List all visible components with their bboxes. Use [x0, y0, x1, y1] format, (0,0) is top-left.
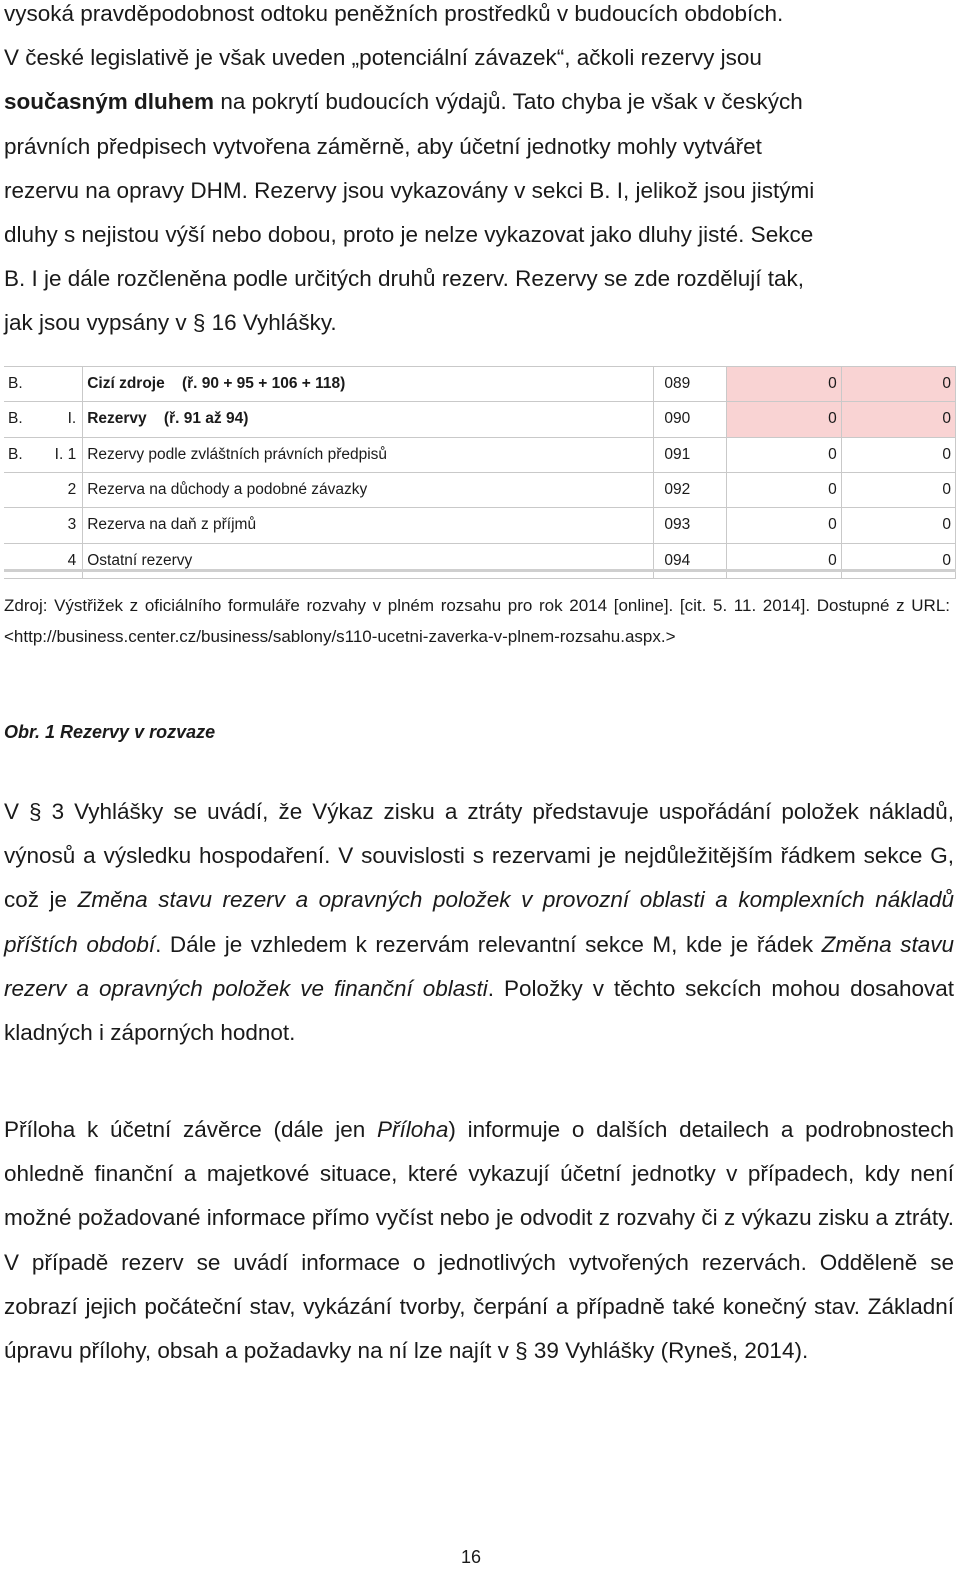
italic-phrase: Příloha [377, 1117, 449, 1142]
row-title: Cizí zdroje [87, 375, 165, 393]
text-run: V § 3 Vyhlášky se uvádí, že Výkaz zisku a ztráty představuje uspořádání položek nákladů, výnosů a výsledku hospodaření. V souvislosti s rezervami je nejdůležitějším řádkem sekce G, což je [4, 799, 954, 913]
text-line: B. I je dále rozčleněna podle určitých druhů rezerv. Rezervy se zde rozdělují tak, [4, 266, 804, 292]
text-line: vysoká pravděpodobnost odtoku peněžních prostředků v budoucích obdobích. [4, 1, 784, 26]
italic-phrase: Změna stavu rezerv a opravných položek v provozní oblasti a komplexních nákladů příštích období [4, 887, 955, 957]
row-value-1: 0 [727, 402, 841, 437]
row-label: Rezerva na důchody a podobné závazky [83, 472, 654, 507]
text-line: na pokrytí budoucích výdajů. Tato chyba je však v českých [214, 89, 803, 115]
figure-source: Zdroj: Výstřižek z oficiálního formuláře rozvahy v plném rozsahu pro rok 2014 [online]. [cit. 5. 11. 2014]. Dostupné z URL: <http://business.center.cz/business/sablony/s110-ucetni-zaverka-v-plnem-rozsahu.aspx.> [4, 596, 950, 646]
text-line: jak jsou vypsány v § 16 Vyhlášky. [4, 310, 337, 336]
row-subsection: I. 1 [41, 437, 83, 472]
row-value-2: 0 [841, 367, 955, 402]
row-section [4, 543, 41, 578]
text-line: V české legislativě je však uveden „potenciální závazek“, ačkoli rezervy jsou [4, 45, 762, 71]
row-code: 089 [654, 367, 727, 402]
row-value-1: 0 [727, 437, 841, 472]
row-label: Rezervy podle zvláštních právních předpisů [83, 437, 654, 472]
row-section: B. [4, 437, 41, 472]
row-code: 092 [654, 472, 727, 507]
row-value-1: 0 [727, 508, 841, 543]
row-subsection [41, 367, 83, 402]
row-title: Rezervy [87, 410, 147, 428]
row-section: B. [4, 402, 41, 437]
row-section: B. [4, 367, 41, 402]
row-label: Rezerva na daň z příjmů [83, 508, 654, 543]
row-section [4, 472, 41, 507]
row-formula: (ř. 91 až 94) [163, 410, 249, 428]
paragraph-reserves-intro [4, 0, 954, 346]
row-value-2: 0 [841, 543, 955, 578]
table-row [4, 367, 956, 402]
balance-sheet-excerpt-table [4, 366, 956, 579]
table-bottom-border [4, 569, 956, 572]
row-code: 090 [654, 402, 727, 437]
row-code: 093 [654, 508, 727, 543]
row-value-1: 0 [727, 367, 841, 402]
row-code: 094 [654, 543, 727, 578]
row-label [83, 367, 654, 402]
text-line: dluhy s nejistou výší nebo dobou, proto je nelze vykazovat jako dluhy jisté. Sekce [4, 222, 814, 248]
text-run: . Dále je vzhledem k rezervám relevantní sekce M, kde je řádek [155, 931, 822, 957]
row-subsection: 4 [41, 543, 83, 578]
row-subsection: 3 [41, 508, 83, 543]
text-line: právních předpisech vytvořena záměrně, aby účetní jednotky mohly vytvářet [4, 133, 762, 159]
page-number: 16 [461, 1547, 482, 1567]
paragraph-income-statement [4, 790, 954, 1055]
table-row [4, 437, 956, 472]
row-subsection: 2 [41, 472, 83, 507]
text-run: Příloha k účetní závěrce (dále jen [4, 1117, 378, 1142]
table-row [4, 508, 956, 543]
italic-phrase: Změna stavu rezerv a opravných položek ve finanční oblasti [4, 931, 955, 1001]
table-row [4, 402, 956, 437]
row-value-2: 0 [841, 437, 955, 472]
table-row [4, 543, 956, 578]
row-value-1: 0 [727, 543, 841, 578]
bold-phrase: současným dluhem [4, 89, 215, 115]
row-formula: (ř. 90 + 95 + 106 + 118) [181, 375, 346, 393]
row-code: 091 [654, 437, 727, 472]
text-line: rezervu na opravy DHM. Rezervy jsou vykazovány v sekci B. I, jelikož jsou jistými [4, 177, 815, 203]
row-subsection: I. [41, 402, 83, 437]
paragraph-annex [4, 1108, 954, 1373]
table-row [4, 472, 956, 507]
row-label [83, 402, 654, 437]
row-value-2: 0 [841, 472, 955, 507]
text-run: ) informuje o dalších detailech a podrobnostech ohledně finanční a majetkové situace, které vykazují účetní jednotky v případech, kdy není možné požadované informace přímo vyčíst nebo je odvodit z rozvahy či z výkazu zisku a ztráty. V případě rezerv se uvádí informace o jednotlivých vytvořených rezervách. Odděleně se zobrazí jejich počáteční stav, vykázání tvorby, čerpání a případně také konečný stav. Základní úpravu přílohy, obsah a požadavky na ní lze najít v § 39 Vyhlášky (Ryneš, 2014). [4, 1117, 954, 1364]
figure-caption: Obr. 1 Rezervy v rozvaze [4, 722, 216, 742]
row-value-2: 0 [841, 402, 955, 437]
row-value-1: 0 [727, 472, 841, 507]
row-section [4, 508, 41, 543]
text-run: . Položky v těchto sekcích mohou dosahovat kladných i záporných hodnot. [4, 975, 954, 1046]
row-value-2: 0 [841, 508, 955, 543]
row-label: Ostatní rezervy [83, 543, 654, 578]
